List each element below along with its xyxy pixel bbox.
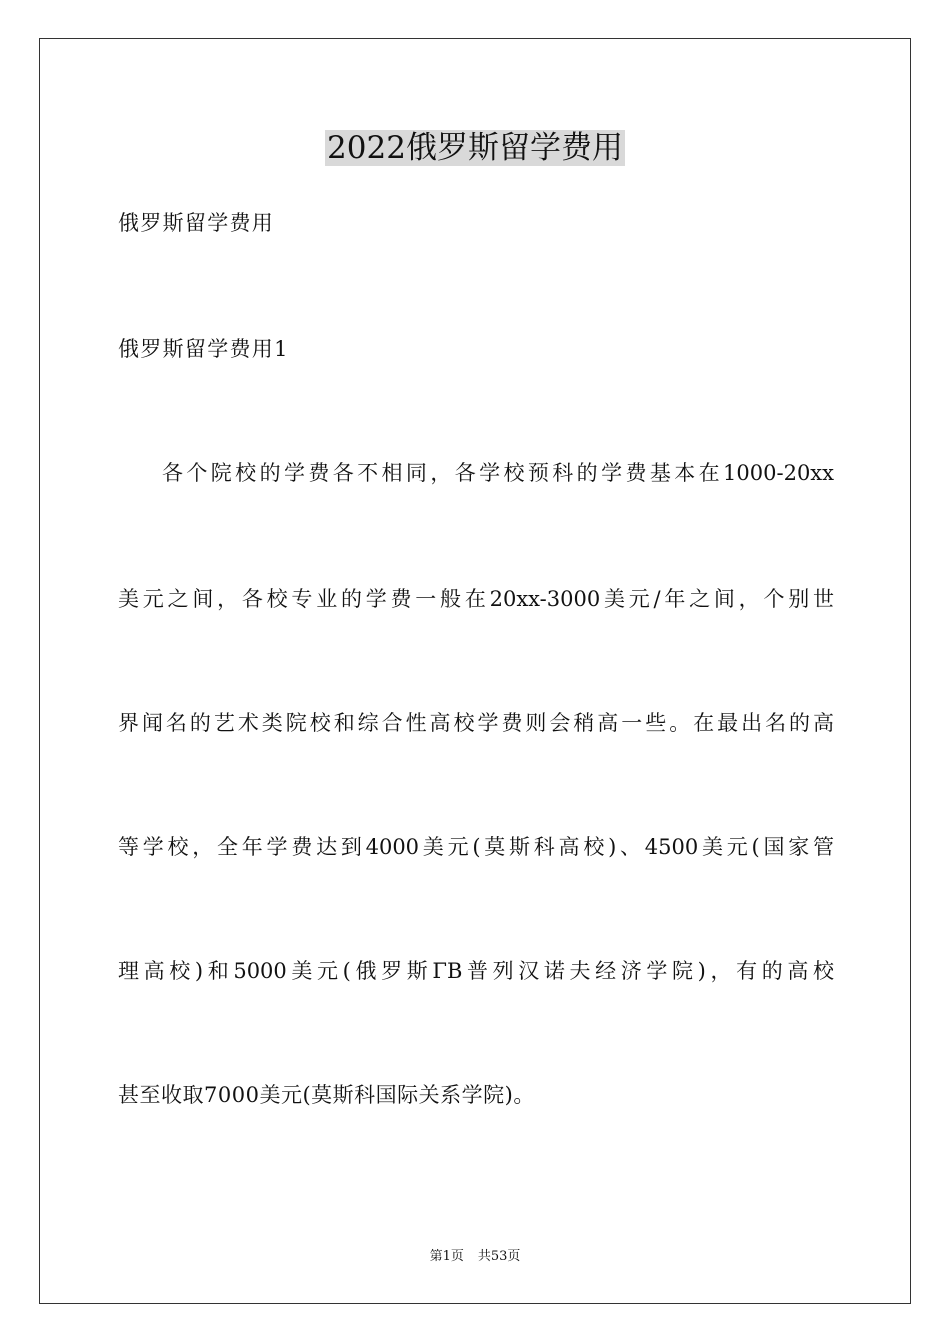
document-title [0, 126, 950, 170]
document-title-text: 2022俄罗斯留学费用 [327, 130, 623, 166]
paragraph-line: 各个院校的学费各不相同，各学校预科的学费基本在1000-20xx [162, 461, 834, 485]
paragraph-line: 甚至收取7000美元(莫斯科国际关系学院)。 [118, 1083, 535, 1107]
paragraph-line: 界闻名的艺术类院校和综合性高校学费则会稍高一些。在最出名的高 [118, 711, 834, 735]
document-subtitle: 俄罗斯留学费用 [118, 211, 275, 235]
page-number-total: 共53页 [477, 1249, 521, 1264]
section-heading: 俄罗斯留学费用1 [118, 337, 289, 361]
paragraph-line: 美元之间，各校专业的学费一般在20xx-3000美元/年之间，个别世 [118, 587, 834, 611]
paragraph-line: 等学校，全年学费达到4000美元(莫斯科高校)、4500美元(国家管 [118, 835, 834, 859]
page-number-current: 第1页 [429, 1249, 464, 1264]
paragraph-line: 理高校)和5000美元(俄罗斯ΓΒ普列汉诺夫经济学院)，有的高校 [118, 959, 834, 983]
page-footer [0, 1248, 950, 1266]
